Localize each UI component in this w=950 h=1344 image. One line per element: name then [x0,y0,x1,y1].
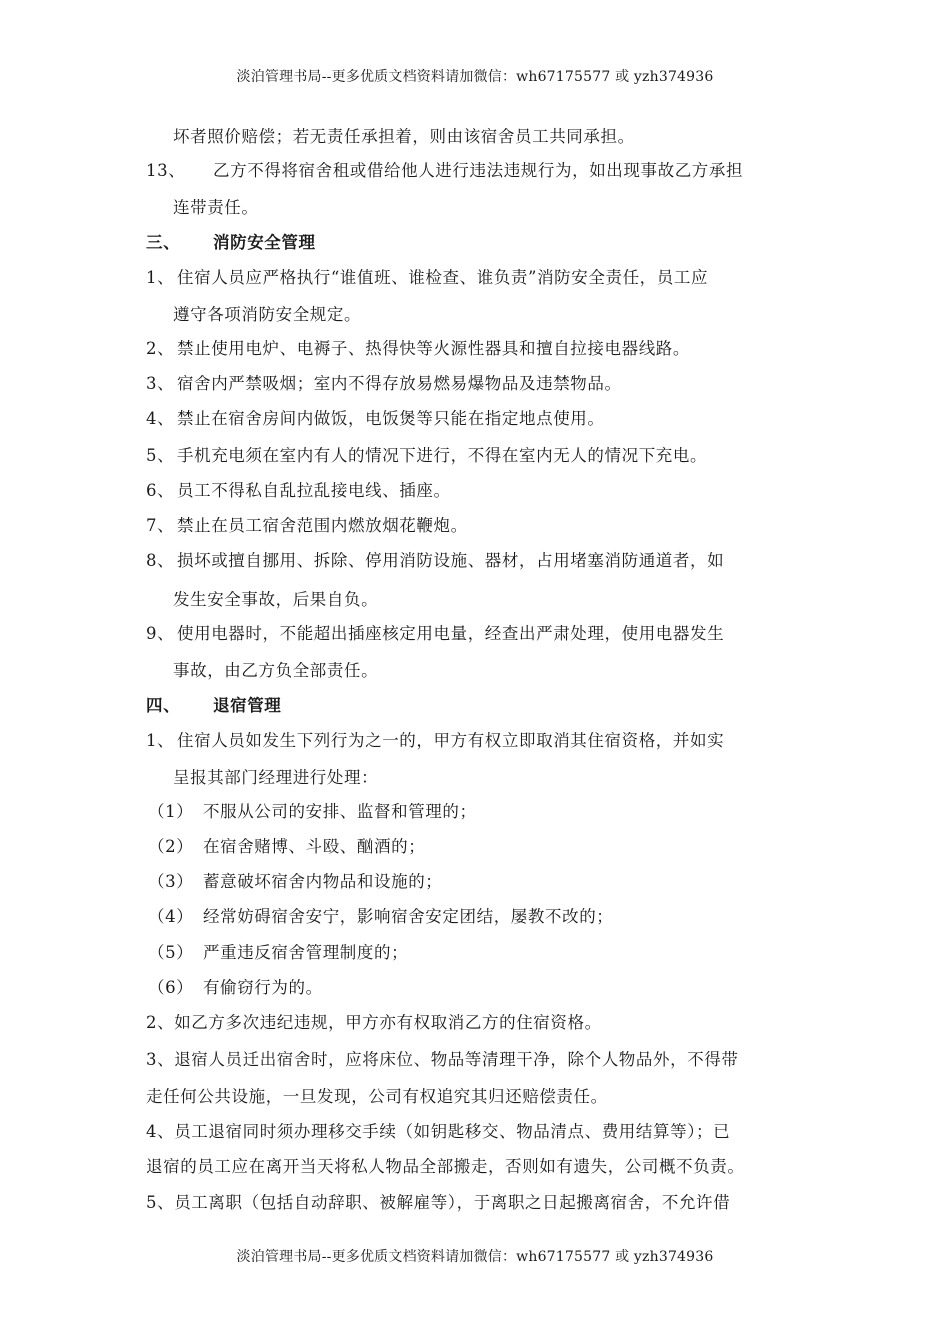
page-header: 淡泊管理书局--更多优质文档资料请加微信：wh67175577 或 yzh374936 [236,69,714,85]
document-body: 坏者照价赔偿；若无责任承担着，则由该宿舍员工共同承担。 13、 乙方不得将宿舍租或借给他人进行违法违规行为，如出现事故乙方承担 连带责任。 三、 消防安全管理 1、 住宿人员应严格执行“谁值班、谁检查、谁负责”消防安全责任，员工应 遵守各项消防安全规定。 2、 禁止使用电炉、电褥子、热得快等火源性器具和擅自拉接电器线路。 3、 宿舍内严禁吸烟；室内不得存放易燃易爆物品及违禁物品。 4、 禁止在宿舍房间内做饭，电饭煲等只能在指定地点使用。 5、 手机充电须在室内有人的情况下进行，不得在室内无人的情况下充电。 6、 员工不得私自乱拉乱接电线、插座。 7、 禁止在员工宿舍范围内燃放烟花鞭炮。 8、 损坏或擅自挪用、拆除、停用消防设施、器材，占用堵塞消防通道者，如 发生安全事故，后果自负。 9、 使用电器时，不能超出插座核定用电量，经查出严肃处理，使用电器发生 事故，由乙方负全部责任。 四、 退宿管理 1、 住宿人员如发生下列行为之一的，甲方有权立即取消其住宿资格，并如实 呈报其部门经理进行处理： （1） 不服从公司的安排、监督和管理的； （2） 在宿舍赌博、斗殴、酗酒的； （3） 蓄意破坏宿舍内物品和设施的； （4） 经常妨碍宿舍安宁，影响宿舍安定团结，屡教不改的； （5） 严重违反宿舍管理制度的； （6） 有偷窃行为的。 2、如乙方多次违纪违规，甲方亦有权取消乙方的住宿资格。 3、退宿人员迁出宿舍时，应将床位、物品等清理干净，除个人物品外，不得带 走任何公共设施，一旦发现，公司有权追究其归还赔偿责任。 4、员工退宿同时须办理移交手续（如钥匙移交、物品清点、费用结算等）；已 退宿的员工应在离开当天将私人物品全部搬走，否则如有遗失，公司概不负责。 5、员工离职（包括自动辞职、被解雇等），于离职之日起搬离宿舍，不允许借 [146,127,745,1212]
page-footer: 淡泊管理书局--更多优质文档资料请加微信：wh67175577 或 yzh374936 [236,1249,714,1265]
